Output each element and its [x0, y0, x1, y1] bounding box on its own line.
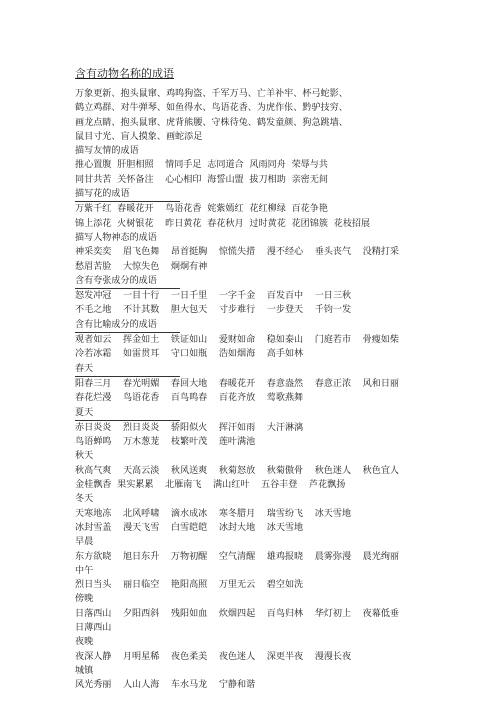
text-line: 风光秀丽 人山人海 车水马龙 宁静和谐	[75, 680, 256, 691]
text-line: 城镇	[75, 665, 94, 676]
section-heading: 描写花的成语	[75, 187, 180, 202]
text-line: 中午	[75, 565, 94, 576]
text-line: 画龙点睛、抱头鼠窜、虎背熊腰、守株待兔、鹤发童颜、狗急跳墙、	[75, 117, 348, 128]
text-line: 金桂飘香 果实累累 北雁南飞 满山红叶 五谷丰登 芦花飘扬	[75, 480, 346, 491]
text-line: 愁眉苦脸 大惊失色 炯炯有神	[75, 261, 208, 272]
text-line: 阳春三月 春光明媚 春回大地 春暖花开 春意盎然 春意正浓 风和日丽	[75, 378, 400, 389]
text-line: 神采奕奕 眉飞色舞 昂首挺胸 惊慌失措 漫不经心 垂头丧气 没精打采	[75, 247, 400, 258]
document-title: 含有动物名称的成语	[75, 67, 174, 80]
idiom-list	[75, 87, 495, 692]
text-line: 早晨	[75, 537, 94, 548]
text-line: 锦上添花 火树银花 昨日黄花 春花秋月 过时黄花 花团锦簇 花枝招展	[75, 218, 371, 229]
text-line: 鹤立鸡群、对牛弹琴、如鱼得水、鸟语花香、为虎作伥、黔驴技穷、	[75, 103, 348, 114]
text-line: 秋高气爽 天高云淡 秋风送爽 秋菊怒放 秋菊傲骨 秋色迷人 秋色宜人	[75, 465, 400, 476]
section-heading: 夏天	[75, 406, 180, 421]
text-line: 傍晚	[75, 594, 94, 605]
text-line: 春花烂漫 鸟语花香 百鸟鸣春 百花齐放 莺歌燕舞	[75, 393, 304, 404]
text-line: 赤日炎炎 烈日炎炎 骄阳似火 挥汗如雨 大汗淋漓	[75, 422, 304, 433]
text-line: 怒发冲冠 一目十行 一日千里 一字千金 百发百中 一日三秋	[75, 291, 352, 302]
text-line: 同甘共苦 关怀备注 心心相印 海誓山盟 拔刀相助 亲密无间	[75, 174, 328, 185]
text-line: 冬天	[75, 494, 94, 505]
section-heading: 春天	[75, 362, 180, 377]
text-line: 烈日当头 丽日临空 艳阳高照 万里无云 碧空如洗	[75, 580, 304, 591]
text-line: 万紫千红 春暖花开 鸟语花香 姹紫嫣红 花红柳绿 百花争艳	[75, 204, 328, 215]
text-line: 东方欲晓 旭日东升 万物初醒 空气清醒 雄鸡报晓 晨雾弥漫 晨光绚丽	[75, 551, 400, 562]
text-line: 冷若冰霜 如雷贯耳 守口如瓶 浩如烟海 高手如林	[75, 349, 304, 360]
text-line: 日落西山 夕阳西斜 残阳如血 炊烟四起 百鸟归林 华灯初上 夜幕低垂	[75, 608, 400, 619]
text-line: 推心置腹 肝胆相照 情同手足 志同道合 风雨同舟 荣辱与共	[75, 160, 328, 171]
text-line: 不毛之地 不计其数 胆大包天 寸步难行 一步登天 千钧一发	[75, 305, 352, 316]
text-line: 冰封雪盖 漫天飞雪 白雪皑皑 冰封大地 冰天雪地	[75, 522, 304, 533]
text-line: 鼠目寸光、盲人摸象、画蛇添足	[75, 131, 203, 142]
section-heading: 含有夸张成分的成语	[75, 274, 180, 289]
text-line: 万象更新、抱头鼠窜、鸡鸣狗盗、千军万马、亡羊补牢、杯弓蛇影、	[75, 89, 348, 99]
text-line: 鸟语蝉鸣 万木葱茏 枝繁叶茂 莲叶满池	[75, 437, 256, 448]
text-line: 夜晚	[75, 637, 94, 648]
text-line: 描写友情的成语	[75, 146, 139, 157]
text-line: 描写人物神态的成语	[75, 232, 157, 243]
section-heading: 含有比喻成分的成语	[75, 318, 180, 333]
text-line: 天寒地冻 北风呼啸 滴水成冰 寒冬腊月 瑞雪纷飞 冰天雪地	[75, 508, 352, 519]
text-line: 日薄西山	[75, 622, 112, 633]
text-line: 夜深人静 月明星稀 夜色柔美 夜色迷人 深更半夜 漫漫长夜	[75, 651, 352, 662]
text-line: 观者如云 挥金如土 铁证如山 爱财如命 稳如泰山 门庭若市 骨瘦如柴	[75, 335, 400, 346]
text-line: 秋天	[75, 451, 94, 462]
